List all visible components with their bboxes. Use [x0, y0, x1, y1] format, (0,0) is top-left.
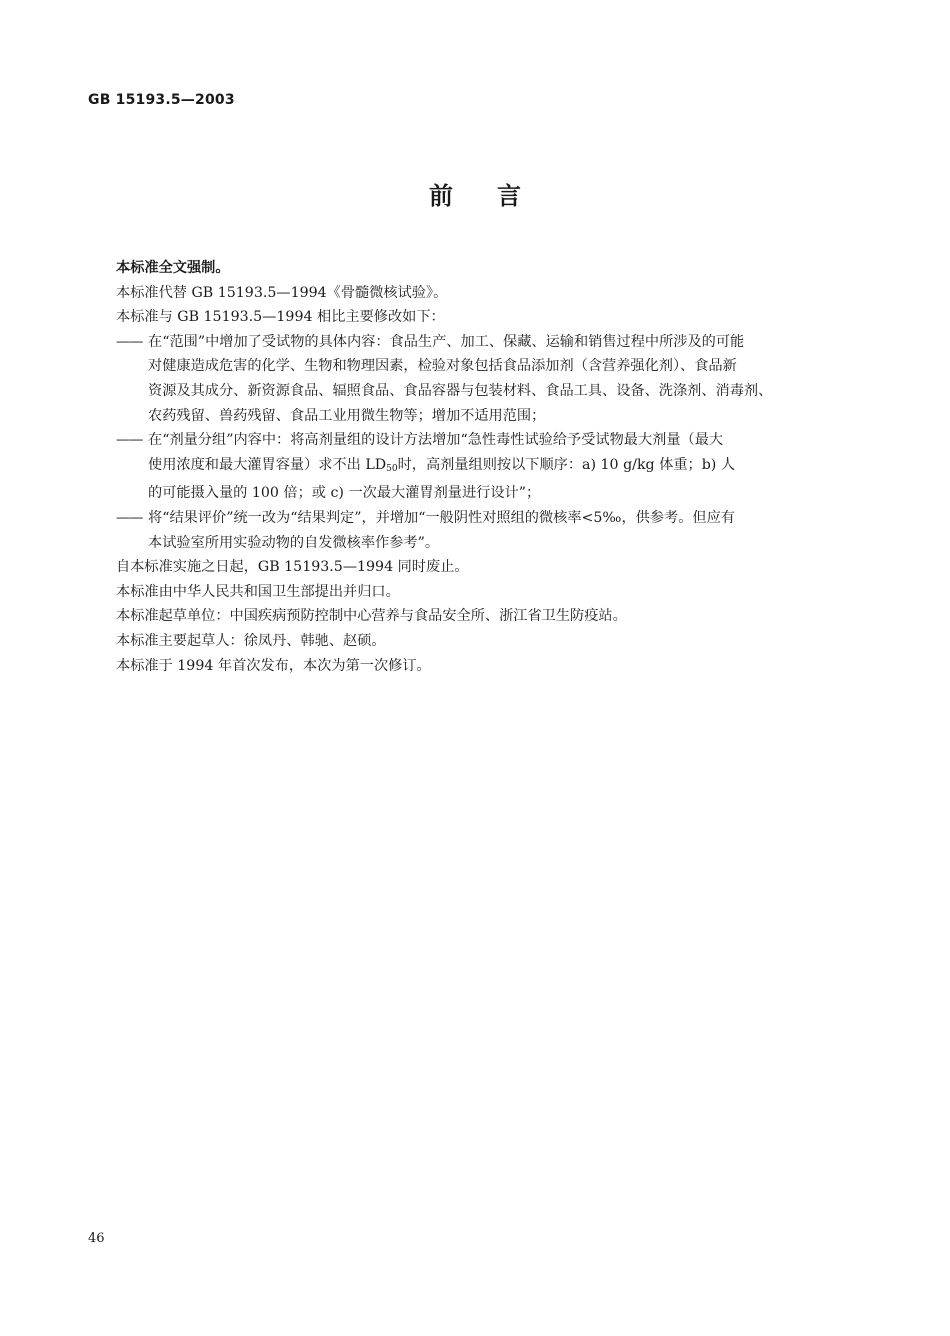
item-dash: —— [116, 509, 143, 526]
item-line: 对健康造成危害的化学、生物和物理因素，检验对象包括食品添加剂（含营养强化剂）、食品新 [148, 358, 737, 375]
item-line: 在“范围”中增加了受试物的具体内容：食品生产、加工、保藏、运输和销售过程中所涉及的可能 [148, 333, 745, 350]
change-item-scope [116, 330, 836, 428]
item-line: 在“剂量分组”内容中：将高剂量组的设计方法增加“急性毒性试验给予受试物最大剂量（最大 [148, 432, 724, 449]
item-text: 使用浓度和最大灌胃容量）求不出 LD [148, 456, 387, 473]
ld50-subscript: 50 [386, 463, 398, 474]
mandatory-statement: 本标准全文强制。 [116, 260, 230, 276]
abolition-statement: 自本标准实施之日起，GB 15193.5—1994 同时废止。 [116, 559, 469, 576]
replacement-statement: 本标准代替 GB 15193.5—1994《骨髓微核试验》。 [116, 284, 448, 301]
item-line: 资源及其成分、新资源食品、辐照食品、食品容器与包装材料、食品工具、设备、洗涤剂、消毒剂、 [148, 382, 773, 399]
item-line: 的可能摄入量的 100 倍；或 c) 一次最大灌胃剂量进行设计”； [148, 485, 541, 502]
item-line: 本试验室所用实验动物的自发微核率作参考”。 [148, 534, 440, 551]
document-body [116, 256, 836, 678]
changes-intro: 本标准与 GB 15193.5—1994 相比主要修改如下： [116, 309, 445, 326]
standard-number: GB 15193.5—2003 [88, 92, 235, 108]
page-title: 前言 [429, 182, 565, 210]
proposer-statement: 本标准由中华人民共和国卫生部提出并归口。 [116, 583, 400, 600]
drafting-units: 本标准起草单位：中国疾病预防控制中心营养与食品安全所、浙江省卫生防疫站。 [116, 608, 627, 625]
drafters: 本标准主要起草人：徐凤丹、韩驰、赵硕。 [116, 632, 386, 649]
item-line [148, 453, 836, 482]
item-line: 农药残留、兽药残留、食品工业用微生物等；增加不适用范围； [148, 407, 546, 424]
page-number: 46 [88, 1231, 105, 1246]
item-text: 时，高剂量组则按以下顺序：a) 10 g/kg 体重；b) 人 [397, 456, 736, 473]
item-dash: —— [116, 432, 143, 449]
change-item-dose-groups [116, 428, 836, 506]
change-item-result [116, 506, 836, 555]
item-dash: —— [116, 333, 143, 350]
publication-history: 本标准于 1994 年首次发布，本次为第一次修订。 [116, 657, 431, 674]
item-line: 将“结果评价”统一改为“结果判定”，并增加“一般阴性对照组的微核率<5‰，供参考。但应有 [148, 509, 735, 526]
